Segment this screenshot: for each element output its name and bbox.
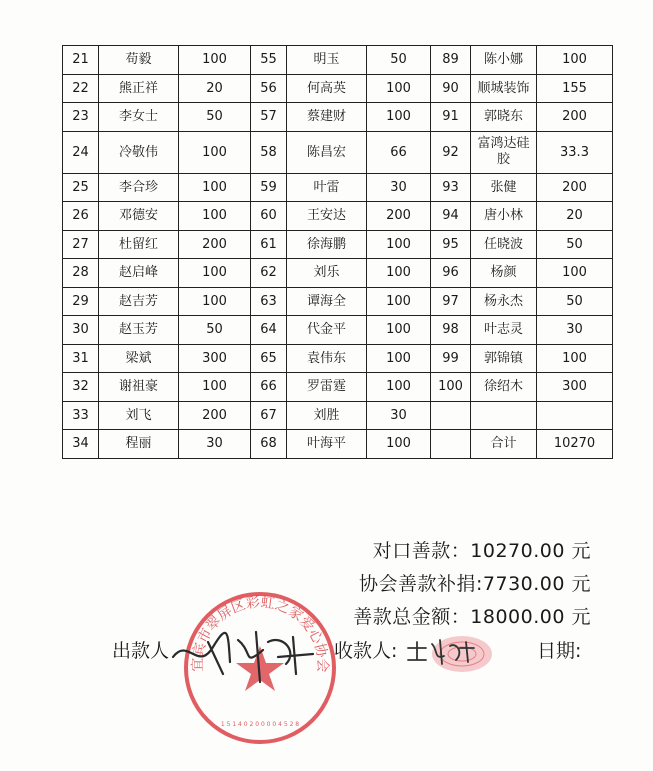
- table-cell: 28: [63, 259, 99, 288]
- table-cell: 30: [367, 401, 431, 430]
- table-row: [63, 103, 613, 132]
- table-cell: 100: [179, 259, 251, 288]
- table-row: [63, 202, 613, 231]
- table-cell: 任晓波: [471, 230, 537, 259]
- table-cell: 33.3: [537, 131, 613, 173]
- table-cell: 66: [367, 131, 431, 173]
- table-cell: 明玉: [287, 46, 367, 75]
- table-cell: 杜留红: [99, 230, 179, 259]
- table-row: [63, 401, 613, 430]
- table-cell: 赵启峰: [99, 259, 179, 288]
- table-cell: 张健: [471, 173, 537, 202]
- table-cell: 程丽: [99, 430, 179, 459]
- table-cell: 梁斌: [99, 344, 179, 373]
- table-cell: 陈小娜: [471, 46, 537, 75]
- table-cell: 55: [251, 46, 287, 75]
- table-cell: 300: [179, 344, 251, 373]
- table-cell: 63: [251, 287, 287, 316]
- table-cell: 赵玉芳: [99, 316, 179, 345]
- table-cell: 62: [251, 259, 287, 288]
- table-cell: 66: [251, 373, 287, 402]
- table-cell: [431, 401, 471, 430]
- table-cell: 59: [251, 173, 287, 202]
- table-cell: 94: [431, 202, 471, 231]
- table-cell: 155: [537, 74, 613, 103]
- table-cell: 60: [251, 202, 287, 231]
- table-cell: 邓德安: [99, 202, 179, 231]
- table-cell: [471, 401, 537, 430]
- table-cell: 郭晓东: [471, 103, 537, 132]
- table-cell: 300: [537, 373, 613, 402]
- table-cell: 叶雷: [287, 173, 367, 202]
- table-cell: 61: [251, 230, 287, 259]
- table-cell: 64: [251, 316, 287, 345]
- table-cell: 24: [63, 131, 99, 173]
- table-row: [63, 344, 613, 373]
- table-cell: 30: [537, 316, 613, 345]
- table-cell: 50: [179, 103, 251, 132]
- table-row: [63, 373, 613, 402]
- table-cell: 刘乐: [287, 259, 367, 288]
- table-cell: 王安达: [287, 202, 367, 231]
- table-cell: 20: [179, 74, 251, 103]
- table-cell: 100: [179, 173, 251, 202]
- table-cell: 27: [63, 230, 99, 259]
- table-cell: 50: [537, 230, 613, 259]
- table-cell: 67: [251, 401, 287, 430]
- table-row: [63, 430, 613, 459]
- table-cell: 100: [179, 131, 251, 173]
- table-cell: 熊正祥: [99, 74, 179, 103]
- table-cell: 刘胜: [287, 401, 367, 430]
- table-cell: 100: [367, 344, 431, 373]
- table-cell: 97: [431, 287, 471, 316]
- table-cell: 100: [367, 259, 431, 288]
- table-cell: 91: [431, 103, 471, 132]
- table-cell: 30: [179, 430, 251, 459]
- table-cell: 21: [63, 46, 99, 75]
- table-cell: 100: [367, 74, 431, 103]
- table-row: [63, 259, 613, 288]
- table-cell: 杨永杰: [471, 287, 537, 316]
- table-cell: 100: [367, 373, 431, 402]
- table-row: [63, 316, 613, 345]
- table-cell: 96: [431, 259, 471, 288]
- table-cell: 谭海全: [287, 287, 367, 316]
- table-cell: 徐海鹏: [287, 230, 367, 259]
- table-cell: 代金平: [287, 316, 367, 345]
- table-cell: 唐小林: [471, 202, 537, 231]
- table-cell: 200: [537, 103, 613, 132]
- table-cell: 56: [251, 74, 287, 103]
- table-cell: 93: [431, 173, 471, 202]
- seal-code: 1 5 1 4 0 2 0 0 0 0 4 5 2 8: [220, 721, 300, 728]
- table-row: [63, 287, 613, 316]
- table-cell: 89: [431, 46, 471, 75]
- table-cell: 100: [367, 103, 431, 132]
- donation-table: [62, 45, 613, 459]
- table-cell: 叶志灵: [471, 316, 537, 345]
- table-cell: 57: [251, 103, 287, 132]
- table-cell: 100: [537, 46, 613, 75]
- payer-label: 出款人: [112, 640, 170, 662]
- table-row: [63, 230, 613, 259]
- seal-text: 宜宾市翠屏区彩虹之家爱心协会: [189, 594, 331, 673]
- table-cell: [431, 430, 471, 459]
- table-cell: 58: [251, 131, 287, 173]
- table-cell: 100: [367, 430, 431, 459]
- table-cell: 200: [179, 230, 251, 259]
- table-cell: 富鸿达硅胶: [471, 131, 537, 173]
- table-cell: 23: [63, 103, 99, 132]
- table-cell: 100: [367, 287, 431, 316]
- table-cell: 100: [537, 259, 613, 288]
- table-row: [63, 173, 613, 202]
- table-cell: 30: [63, 316, 99, 345]
- receiver-label: 收款人:: [334, 640, 398, 662]
- table-cell: 蔡建财: [287, 103, 367, 132]
- table-cell: 65: [251, 344, 287, 373]
- table-cell: 顺城装饰: [471, 74, 537, 103]
- table-cell: 合计: [471, 430, 537, 459]
- payer-handwritten-signature: [168, 612, 318, 692]
- table-cell: 30: [367, 173, 431, 202]
- summary-total-amount: 善款总金额：18000.00 元: [353, 606, 591, 628]
- table-cell: 68: [251, 430, 287, 459]
- table-row: [63, 46, 613, 75]
- table-cell: 92: [431, 131, 471, 173]
- table-cell: 31: [63, 344, 99, 373]
- table-cell: 徐绍木: [471, 373, 537, 402]
- table-cell: 20: [537, 202, 613, 231]
- table-cell: 100: [367, 230, 431, 259]
- table-cell: 陈昌宏: [287, 131, 367, 173]
- table-cell: 赵吉芳: [99, 287, 179, 316]
- table-cell: 50: [179, 316, 251, 345]
- table-row: [63, 131, 613, 173]
- table-cell: 100: [179, 202, 251, 231]
- table-cell: 32: [63, 373, 99, 402]
- table-cell: 200: [367, 202, 431, 231]
- table-cell: 50: [367, 46, 431, 75]
- table-cell: 100: [179, 287, 251, 316]
- table-cell: 98: [431, 316, 471, 345]
- table-cell: 袁伟东: [287, 344, 367, 373]
- table-cell: 90: [431, 74, 471, 103]
- table-cell: [537, 401, 613, 430]
- table-cell: 李合珍: [99, 173, 179, 202]
- donation-table-body: [63, 46, 613, 459]
- table-cell: 谢祖豪: [99, 373, 179, 402]
- table-row: [63, 74, 613, 103]
- table-cell: 100: [431, 373, 471, 402]
- table-cell: 罗雷霆: [287, 373, 367, 402]
- date-label: 日期:: [537, 640, 582, 662]
- table-cell: 34: [63, 430, 99, 459]
- table-cell: 100: [537, 344, 613, 373]
- table-cell: 200: [179, 401, 251, 430]
- table-cell: 郭锦镇: [471, 344, 537, 373]
- table-cell: 26: [63, 202, 99, 231]
- table-cell: 95: [431, 230, 471, 259]
- table-cell: 苟毅: [99, 46, 179, 75]
- table-cell: 何高英: [287, 74, 367, 103]
- summary-paired-donation: 对口善款：10270.00 元: [372, 540, 591, 562]
- table-cell: 29: [63, 287, 99, 316]
- table-cell: 50: [537, 287, 613, 316]
- summary-association-supplement: 协会善款补捐:7730.00 元: [358, 573, 591, 595]
- table-cell: 25: [63, 173, 99, 202]
- table-cell: 22: [63, 74, 99, 103]
- receiver-signature-fingerprint: [404, 630, 494, 680]
- table-cell: 叶海平: [287, 430, 367, 459]
- table-cell: 冷敬伟: [99, 131, 179, 173]
- table-cell: 刘飞: [99, 401, 179, 430]
- table-cell: 100: [179, 46, 251, 75]
- table-cell: 李女士: [99, 103, 179, 132]
- table-cell: 100: [179, 373, 251, 402]
- table-cell: 100: [367, 316, 431, 345]
- table-cell: 杨颜: [471, 259, 537, 288]
- table-cell: 99: [431, 344, 471, 373]
- table-cell: 33: [63, 401, 99, 430]
- table-cell: 200: [537, 173, 613, 202]
- table-cell: 10270: [537, 430, 613, 459]
